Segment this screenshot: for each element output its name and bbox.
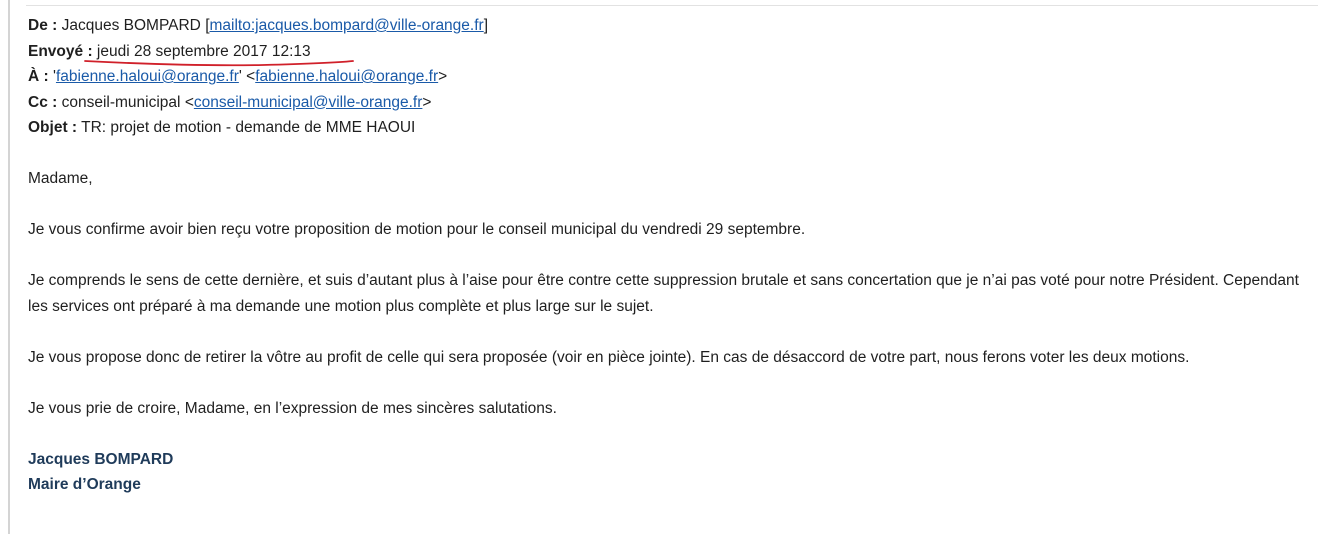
body-paragraph: Je vous propose donc de retirer la vôtre au profit de celle qui sera proposée (voir en pièce jointe). En cas de désaccord de votre part, nous ferons voter les deux motions.: [28, 348, 1190, 366]
to-label: À :: [28, 68, 49, 85]
cc-label: Cc :: [28, 93, 58, 111]
subject-value: TR: projet de motion - demande de MME HAOUI: [81, 119, 416, 136]
spacer: [28, 192, 1314, 218]
email-message: [28, 13, 1314, 498]
quote-left-border: [8, 0, 10, 534]
from-mailto-link[interactable]: mailto:jacques.bompard@ville-orange.fr: [209, 17, 484, 34]
to-line: [28, 64, 1314, 90]
cc-name: conseil-municipal: [61, 93, 181, 111]
spacer: [28, 421, 1314, 447]
from-line: [28, 13, 1314, 39]
quote-open: ': [52, 68, 56, 85]
subject-line: [28, 115, 1314, 141]
body-paragraph: Je comprends le sens de cette dernière, et suis d’autant plus à l’aise pour être contre cette suppression brutale et sans concertation que je n’ai pas voté pour notre Président. Cependant les services ont préparé à ma demande une motion plus complète et plus large sur le sujet.: [28, 272, 1299, 315]
angle-close: >: [438, 68, 448, 85]
cc-line: [28, 90, 1314, 116]
to-email-link[interactable]: fabienne.haloui@orange.fr: [255, 68, 439, 85]
bracket-close: ]: [483, 17, 489, 34]
from-label: De :: [28, 17, 58, 34]
cc-angle-close: >: [422, 93, 432, 111]
email-header: [28, 13, 1314, 141]
to-display-link[interactable]: fabienne.haloui@orange.fr: [55, 68, 239, 85]
spacer: [28, 370, 1314, 396]
spacer: [28, 319, 1314, 345]
body-paragraph: Je vous confirme avoir bien reçu votre proposition de motion pour le conseil municipal du vendredi 29 septembre.: [28, 221, 806, 238]
signature-name: Jacques BOMPARD: [28, 450, 174, 468]
cc-angle-open: <: [184, 93, 194, 111]
cc-email-link[interactable]: conseil-municipal@ville-orange.fr: [193, 93, 423, 111]
angle-open: <: [246, 68, 256, 85]
sent-date-text: jeudi 28 septembre 2017 12:13: [96, 42, 311, 60]
subject-label: Objet :: [28, 119, 78, 136]
bracket-open: [: [205, 17, 210, 34]
quote-close: ': [238, 68, 242, 85]
sent-label: Envoyé :: [28, 42, 93, 60]
spacer: [28, 141, 1314, 167]
closing-paragraph: Je vous prie de croire, Madame, en l’expression de mes sincères salutations.: [28, 399, 557, 417]
from-name: Jacques BOMPARD: [61, 17, 201, 34]
greeting: Madame,: [28, 170, 93, 187]
sent-date: [97, 39, 311, 65]
spacer: [28, 243, 1314, 269]
sent-line: [28, 39, 1314, 65]
header-separator: [26, 5, 1318, 6]
signature-title: Maire d’Orange: [28, 476, 141, 493]
